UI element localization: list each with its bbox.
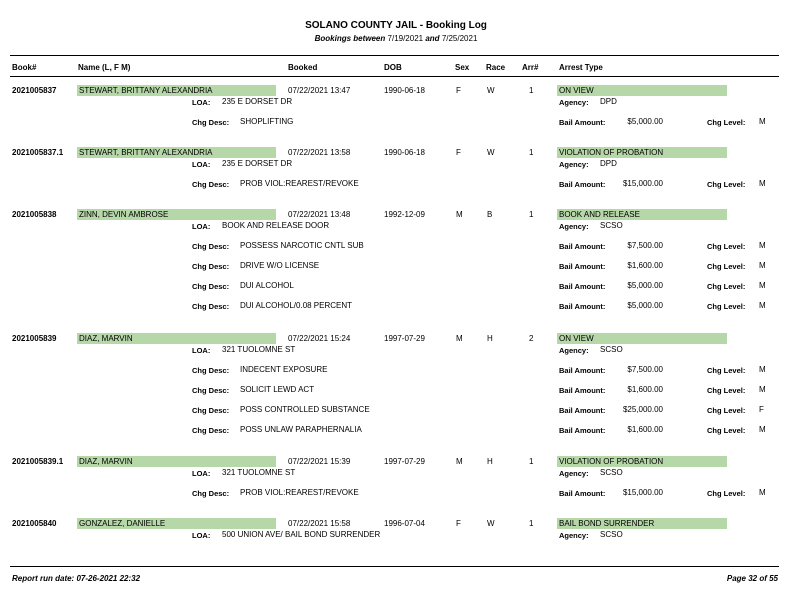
col-sex: Sex bbox=[455, 63, 470, 72]
header-top-rule bbox=[10, 55, 779, 56]
footer-rule bbox=[10, 566, 779, 567]
bail-amount-label: Bail Amount: bbox=[559, 118, 606, 127]
col-dob: DOB bbox=[384, 63, 402, 72]
arrest-number: 2 bbox=[529, 334, 534, 343]
arrest-type: VIOLATION OF PROBATION bbox=[559, 457, 664, 466]
chg-desc-label: Chg Desc: bbox=[192, 302, 230, 311]
charge-description: DUI ALCOHOL/0.08 PERCENT bbox=[240, 301, 353, 310]
race: H bbox=[487, 457, 493, 466]
inmate-name: DIAZ, MARVIN bbox=[79, 457, 133, 466]
date-of-birth: 1990-06-18 bbox=[384, 148, 425, 157]
chg-desc-label: Chg Desc: bbox=[192, 426, 230, 435]
bail-amount-label: Bail Amount: bbox=[559, 302, 606, 311]
loa-label: LOA: bbox=[192, 222, 211, 231]
chg-desc-label: Chg Desc: bbox=[192, 242, 230, 251]
charge-description: DUI ALCOHOL bbox=[240, 281, 294, 290]
inmate-name: DIAZ, MARVIN bbox=[79, 334, 133, 343]
agency-label: Agency: bbox=[559, 531, 589, 540]
bail-amount: $5,000.00 bbox=[627, 117, 663, 126]
agency-value: SCSO bbox=[600, 345, 623, 354]
agency-value: SCSO bbox=[600, 221, 623, 230]
sex: F bbox=[456, 519, 461, 528]
col-booked: Booked bbox=[288, 63, 318, 72]
loa-value: 321 TUOLOMNE ST bbox=[222, 345, 296, 354]
loa-value: 321 TUOLOMNE ST bbox=[222, 468, 296, 477]
agency-value: SCSO bbox=[600, 530, 623, 539]
booked-datetime: 07/22/2021 15:58 bbox=[288, 519, 351, 528]
col-book: Book# bbox=[12, 63, 37, 72]
date-from: 7/19/2021 bbox=[387, 34, 424, 43]
loa-value: 235 E DORSET DR bbox=[222, 97, 293, 106]
date-of-birth: 1992-12-09 bbox=[384, 210, 425, 219]
chg-desc-label: Chg Desc: bbox=[192, 118, 230, 127]
agency-label: Agency: bbox=[559, 222, 589, 231]
charge-description: POSS UNLAW PARAPHERNALIA bbox=[240, 425, 362, 434]
book-number: 2021005839.1 bbox=[12, 457, 64, 466]
chg-level-label: Chg Level: bbox=[707, 242, 746, 251]
book-number: 2021005840 bbox=[12, 519, 57, 528]
bail-amount-label: Bail Amount: bbox=[559, 366, 606, 375]
charge-level: M bbox=[759, 117, 766, 126]
date-of-birth: 1990-06-18 bbox=[384, 86, 425, 95]
agency-value: SCSO bbox=[600, 468, 623, 477]
bail-amount-label: Bail Amount: bbox=[559, 406, 606, 415]
booked-datetime: 07/22/2021 13:58 bbox=[288, 148, 351, 157]
booked-datetime: 07/22/2021 13:48 bbox=[288, 210, 351, 219]
charge-description: POSS CONTROLLED SUBSTANCE bbox=[240, 405, 370, 414]
charge-level: M bbox=[759, 301, 766, 310]
arrest-type: BOOK AND RELEASE bbox=[559, 210, 640, 219]
chg-desc-label: Chg Desc: bbox=[192, 180, 230, 189]
charge-level: M bbox=[759, 425, 766, 434]
loa-label: LOA: bbox=[192, 98, 211, 107]
charge-description: SHOPLIFTING bbox=[240, 117, 294, 126]
race: W bbox=[487, 519, 495, 528]
bail-amount: $5,000.00 bbox=[627, 301, 663, 310]
bail-amount: $7,500.00 bbox=[627, 241, 663, 250]
booked-datetime: 07/22/2021 15:39 bbox=[288, 457, 351, 466]
page-number: Page 32 of 55 bbox=[726, 574, 778, 583]
loa-value: 235 E DORSET DR bbox=[222, 159, 293, 168]
loa-label: LOA: bbox=[192, 160, 211, 169]
bail-amount: $1,600.00 bbox=[627, 425, 663, 434]
charge-level: M bbox=[759, 385, 766, 394]
bail-amount: $15,000.00 bbox=[622, 488, 663, 497]
bail-amount: $1,600.00 bbox=[627, 261, 663, 270]
chg-desc-label: Chg Desc: bbox=[192, 366, 230, 375]
race: H bbox=[487, 334, 493, 343]
col-arr: Arr# bbox=[522, 63, 539, 72]
sex: M bbox=[456, 457, 463, 466]
loa-label: LOA: bbox=[192, 531, 211, 540]
charge-level: M bbox=[759, 261, 766, 270]
charge-description: POSSESS NARCOTIC CNTL SUB bbox=[240, 241, 364, 250]
arrest-type: ON VIEW bbox=[559, 86, 594, 95]
charge-description: SOLICIT LEWD ACT bbox=[240, 385, 315, 394]
bail-amount-label: Bail Amount: bbox=[559, 262, 606, 271]
date-to: 7/25/2021 bbox=[441, 34, 478, 43]
bail-amount-label: Bail Amount: bbox=[559, 180, 606, 189]
book-number: 2021005837 bbox=[12, 86, 57, 95]
bail-amount-label: Bail Amount: bbox=[559, 426, 606, 435]
subtitle-prefix: Bookings between bbox=[314, 34, 386, 43]
charge-description: PROB VIOL:REAREST/REVOKE bbox=[240, 179, 359, 188]
arrest-number: 1 bbox=[529, 519, 534, 528]
date-of-birth: 1996-07-04 bbox=[384, 519, 425, 528]
race: B bbox=[487, 210, 493, 219]
charge-description: DRIVE W/O LICENSE bbox=[240, 261, 320, 270]
bail-amount-label: Bail Amount: bbox=[559, 282, 606, 291]
col-race: Race bbox=[486, 63, 506, 72]
agency-label: Agency: bbox=[559, 469, 589, 478]
sex: F bbox=[456, 86, 461, 95]
chg-level-label: Chg Level: bbox=[707, 426, 746, 435]
date-of-birth: 1997-07-29 bbox=[384, 334, 425, 343]
chg-level-label: Chg Level: bbox=[707, 406, 746, 415]
agency-label: Agency: bbox=[559, 98, 589, 107]
bail-amount-label: Bail Amount: bbox=[559, 242, 606, 251]
chg-desc-label: Chg Desc: bbox=[192, 406, 230, 415]
chg-desc-label: Chg Desc: bbox=[192, 489, 230, 498]
chg-desc-label: Chg Desc: bbox=[192, 386, 230, 395]
and-word: and bbox=[425, 34, 440, 43]
chg-level-label: Chg Level: bbox=[707, 302, 746, 311]
sex: M bbox=[456, 210, 463, 219]
col-arrest-type: Arrest Type bbox=[559, 63, 603, 72]
agency-label: Agency: bbox=[559, 346, 589, 355]
charge-level: M bbox=[759, 241, 766, 250]
arrest-number: 1 bbox=[529, 210, 534, 219]
date-of-birth: 1997-07-29 bbox=[384, 457, 425, 466]
agency-value: DPD bbox=[600, 159, 617, 168]
chg-level-label: Chg Level: bbox=[707, 386, 746, 395]
charge-level: M bbox=[759, 365, 766, 374]
loa-label: LOA: bbox=[192, 469, 211, 478]
agency-label: Agency: bbox=[559, 160, 589, 169]
race: W bbox=[487, 86, 495, 95]
charge-description: PROB VIOL:REAREST/REVOKE bbox=[240, 488, 359, 497]
loa-label: LOA: bbox=[192, 346, 211, 355]
bail-amount: $7,500.00 bbox=[627, 365, 663, 374]
inmate-name: STEWART, BRITTANY ALEXANDRIA bbox=[79, 148, 213, 157]
chg-desc-label: Chg Desc: bbox=[192, 282, 230, 291]
arrest-type: VIOLATION OF PROBATION bbox=[559, 148, 664, 157]
charge-description: INDECENT EXPOSURE bbox=[240, 365, 328, 374]
loa-value: BOOK AND RELEASE DOOR bbox=[222, 221, 330, 230]
charge-level: M bbox=[759, 281, 766, 290]
race: W bbox=[487, 148, 495, 157]
book-number: 2021005839 bbox=[12, 334, 57, 343]
arrest-number: 1 bbox=[529, 148, 534, 157]
book-number: 2021005838 bbox=[12, 210, 57, 219]
header-bottom-rule bbox=[10, 76, 779, 77]
sex: F bbox=[456, 148, 461, 157]
chg-desc-label: Chg Desc: bbox=[192, 262, 230, 271]
bail-amount: $25,000.00 bbox=[622, 405, 663, 414]
report-subtitle bbox=[0, 34, 792, 43]
arrest-number: 1 bbox=[529, 86, 534, 95]
bail-amount: $15,000.00 bbox=[622, 179, 663, 188]
chg-level-label: Chg Level: bbox=[707, 118, 746, 127]
col-name: Name (L, F M) bbox=[78, 63, 131, 72]
agency-value: DPD bbox=[600, 97, 617, 106]
book-number: 2021005837.1 bbox=[12, 148, 64, 157]
chg-level-label: Chg Level: bbox=[707, 262, 746, 271]
arrest-number: 1 bbox=[529, 457, 534, 466]
charge-level: M bbox=[759, 179, 766, 188]
arrest-type: ON VIEW bbox=[559, 334, 594, 343]
bail-amount-label: Bail Amount: bbox=[559, 386, 606, 395]
report-run-date: Report run date: 07-26-2021 22:32 bbox=[12, 574, 141, 583]
chg-level-label: Chg Level: bbox=[707, 366, 746, 375]
inmate-name: STEWART, BRITTANY ALEXANDRIA bbox=[79, 86, 213, 95]
charge-level: F bbox=[759, 405, 764, 414]
report-title: SOLANO COUNTY JAIL - Booking Log bbox=[305, 20, 487, 31]
chg-level-label: Chg Level: bbox=[707, 180, 746, 189]
inmate-name: ZINN, DEVIN AMBROSE bbox=[79, 210, 169, 219]
chg-level-label: Chg Level: bbox=[707, 282, 746, 291]
sex: M bbox=[456, 334, 463, 343]
booked-datetime: 07/22/2021 13:47 bbox=[288, 86, 351, 95]
booked-datetime: 07/22/2021 15:24 bbox=[288, 334, 351, 343]
charge-level: M bbox=[759, 488, 766, 497]
bail-amount-label: Bail Amount: bbox=[559, 489, 606, 498]
loa-value: 500 UNION AVE/ BAIL BOND SURRENDER bbox=[222, 530, 381, 539]
arrest-type: BAIL BOND SURRENDER bbox=[559, 519, 655, 528]
bail-amount: $5,000.00 bbox=[627, 281, 663, 290]
chg-level-label: Chg Level: bbox=[707, 489, 746, 498]
inmate-name: GONZALEZ, DANIELLE bbox=[79, 519, 166, 528]
bail-amount: $1,600.00 bbox=[627, 385, 663, 394]
